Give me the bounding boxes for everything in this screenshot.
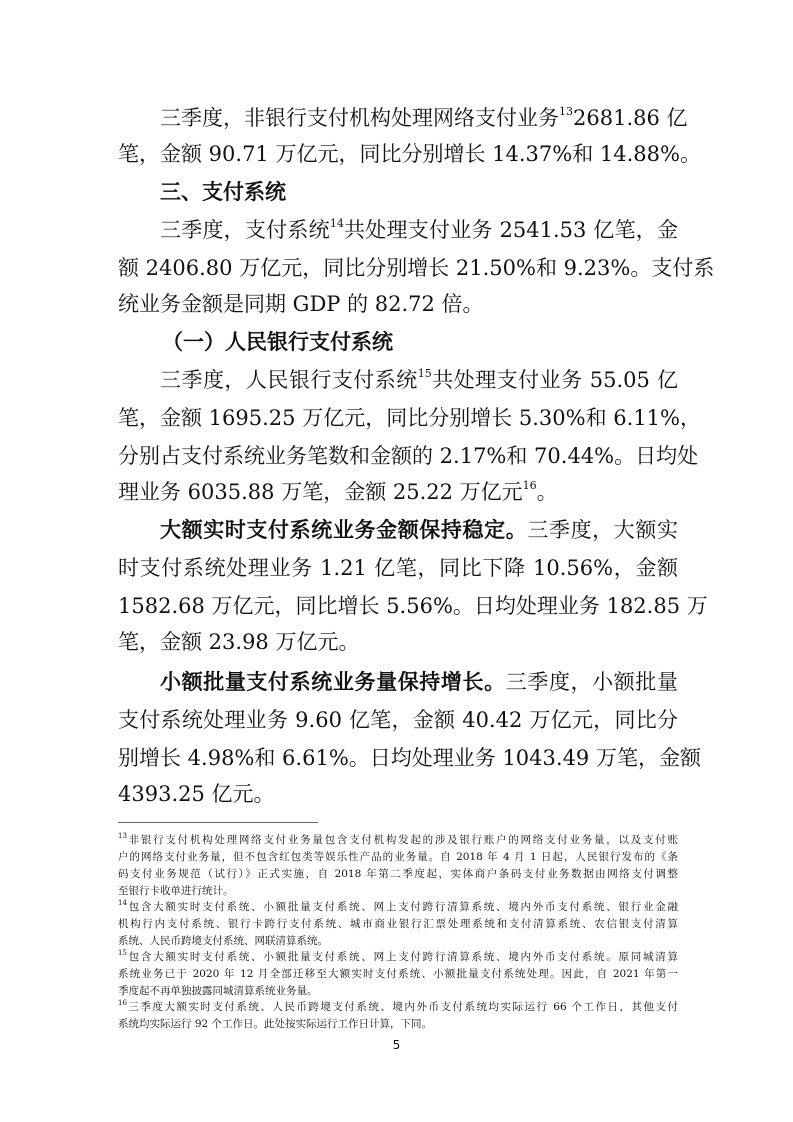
footnote-ref[interactable]: 13 [559,105,573,118]
footnote-line: $^{15}$包含大额实时支付系统、小额批量支付系统、网上支付跨行清算系统、境内外币支付系统。原同城清算 [118,948,678,963]
body-line: 分别占支付系统业务笔数和金额的 2.17%和 70.44%。日均处 [118,444,699,468]
body-line: 笔，金额 1695.25 万亿元，同比分别增长 5.30%和 6.11%， [118,406,701,430]
lead-sentence: 小额批量支付系统业务量保持增长。 [160,670,506,694]
body-line: 时支付系统处理业务 1.21 亿笔，同比下降 10.56%，金额 [118,556,678,580]
footnote-line: 系统、人民币跨境支付系统、网联清算系统。 [118,935,328,947]
body-line: 大额实时支付系统业务金额保持稳定。三季度，大额实 [160,518,679,542]
footnote-line: 至银行卡收单进行统计。 [118,885,234,897]
footnote-line: 系统均实际运行 92 个工作日。此处按实际运行工作日计算，下同。 [118,1018,433,1030]
footnote-separator [118,822,318,823]
footnote-line: $^{13}$非银行支付机构处理网络支付业务量包含支付机构发起的涉及银行账户的网络支付业务量，以及支付账 [118,831,678,846]
body-line: 三季度，支付系统$^{14}$共处理支付业务 2541.53 亿笔，金 [160,217,678,242]
body-line: 额 2406.80 万亿元，同比分别增长 21.50%和 9.23%。支付系 [118,256,715,280]
body-line: 统业务金额是同期 GDP 的 82.72 倍。 [118,292,484,316]
page-number: 5 [392,1038,401,1052]
body-line: 笔，金额 90.71 万亿元，同比分别增长 14.37%和 14.88%。 [118,142,701,166]
body-line: 三季度，非银行支付机构处理网络支付业务$^{13}$2681.86 亿 [160,105,688,130]
footnote-line: 季度起不再单独披露同城清算系统业务量。 [118,985,318,997]
body-line: 别增长 4.98%和 6.61%。日均处理业务 1043.49 万笔，金额 [118,746,701,770]
footnote-number: 16 [118,998,127,1007]
footnote-number: 14 [118,898,127,907]
footnote-ref[interactable]: 15 [417,367,432,380]
body-line: 1582.68 万亿元，同比增长 5.56%。日均处理业务 182.85 万 [118,594,708,618]
subsection-heading: （一）人民银行支付系统 [162,329,393,354]
footnote-line: $^{16}$三季度大额实时支付系统、人民币跨境支付系统、境内外币支付系统均实际运行 66 个工作日，其他支付 [118,998,678,1013]
lead-sentence: 大额实时支付系统业务金额保持稳定。 [160,518,528,542]
footnote-ref[interactable]: 14 [329,217,344,230]
footnote-line: 码支付业务规范（试行）》正式实施，自 2018 年第二季度起，实体商户条码支付业务数据由网络支付调整 [118,868,678,880]
section-heading: 三、支付系统 [160,180,286,204]
footnote-number: 13 [118,831,127,840]
footnote-number: 15 [118,948,127,957]
footnote-ref[interactable]: 16 [522,479,537,492]
footnote-line: $^{14}$包含大额实时支付系统、小额批量支付系统、网上支付跨行清算系统、境内外币支付系统、银行业金融 [118,898,678,913]
body-line: 理业务 6035.88 万笔，金额 25.22 万亿元$^{16}$。 [118,479,558,504]
body-line: 支付系统处理业务 9.60 亿笔，金额 40.42 万亿元，同比分 [118,708,678,732]
footnote-line: 系统业务已于 2020 年 12 月全部迁移至大额实时支付系统、小额批量支付系统处理。因此，自 2021 年第一 [118,968,678,980]
body-line: 笔，金额 23.98 万亿元。 [118,630,360,654]
body-line: 三季度，人民银行支付系统$^{15}$共处理支付业务 55.05 亿 [160,367,679,392]
footnote-line: 户的网络支付业务量，但不包含红包类等娱乐性产品的业务量。自 2018 年 4 月 1 日起，人民银行发布的《条 [118,851,678,863]
body-line: 4393.25 亿元。 [118,782,275,806]
footnote-line: 机构行内支付系统、银行卡跨行支付系统、城市商业银行汇票处理系统和支付清算系统、农信银支付清算 [118,918,678,930]
body-line: 小额批量支付系统业务量保持增长。三季度，小额批量 [160,670,679,694]
